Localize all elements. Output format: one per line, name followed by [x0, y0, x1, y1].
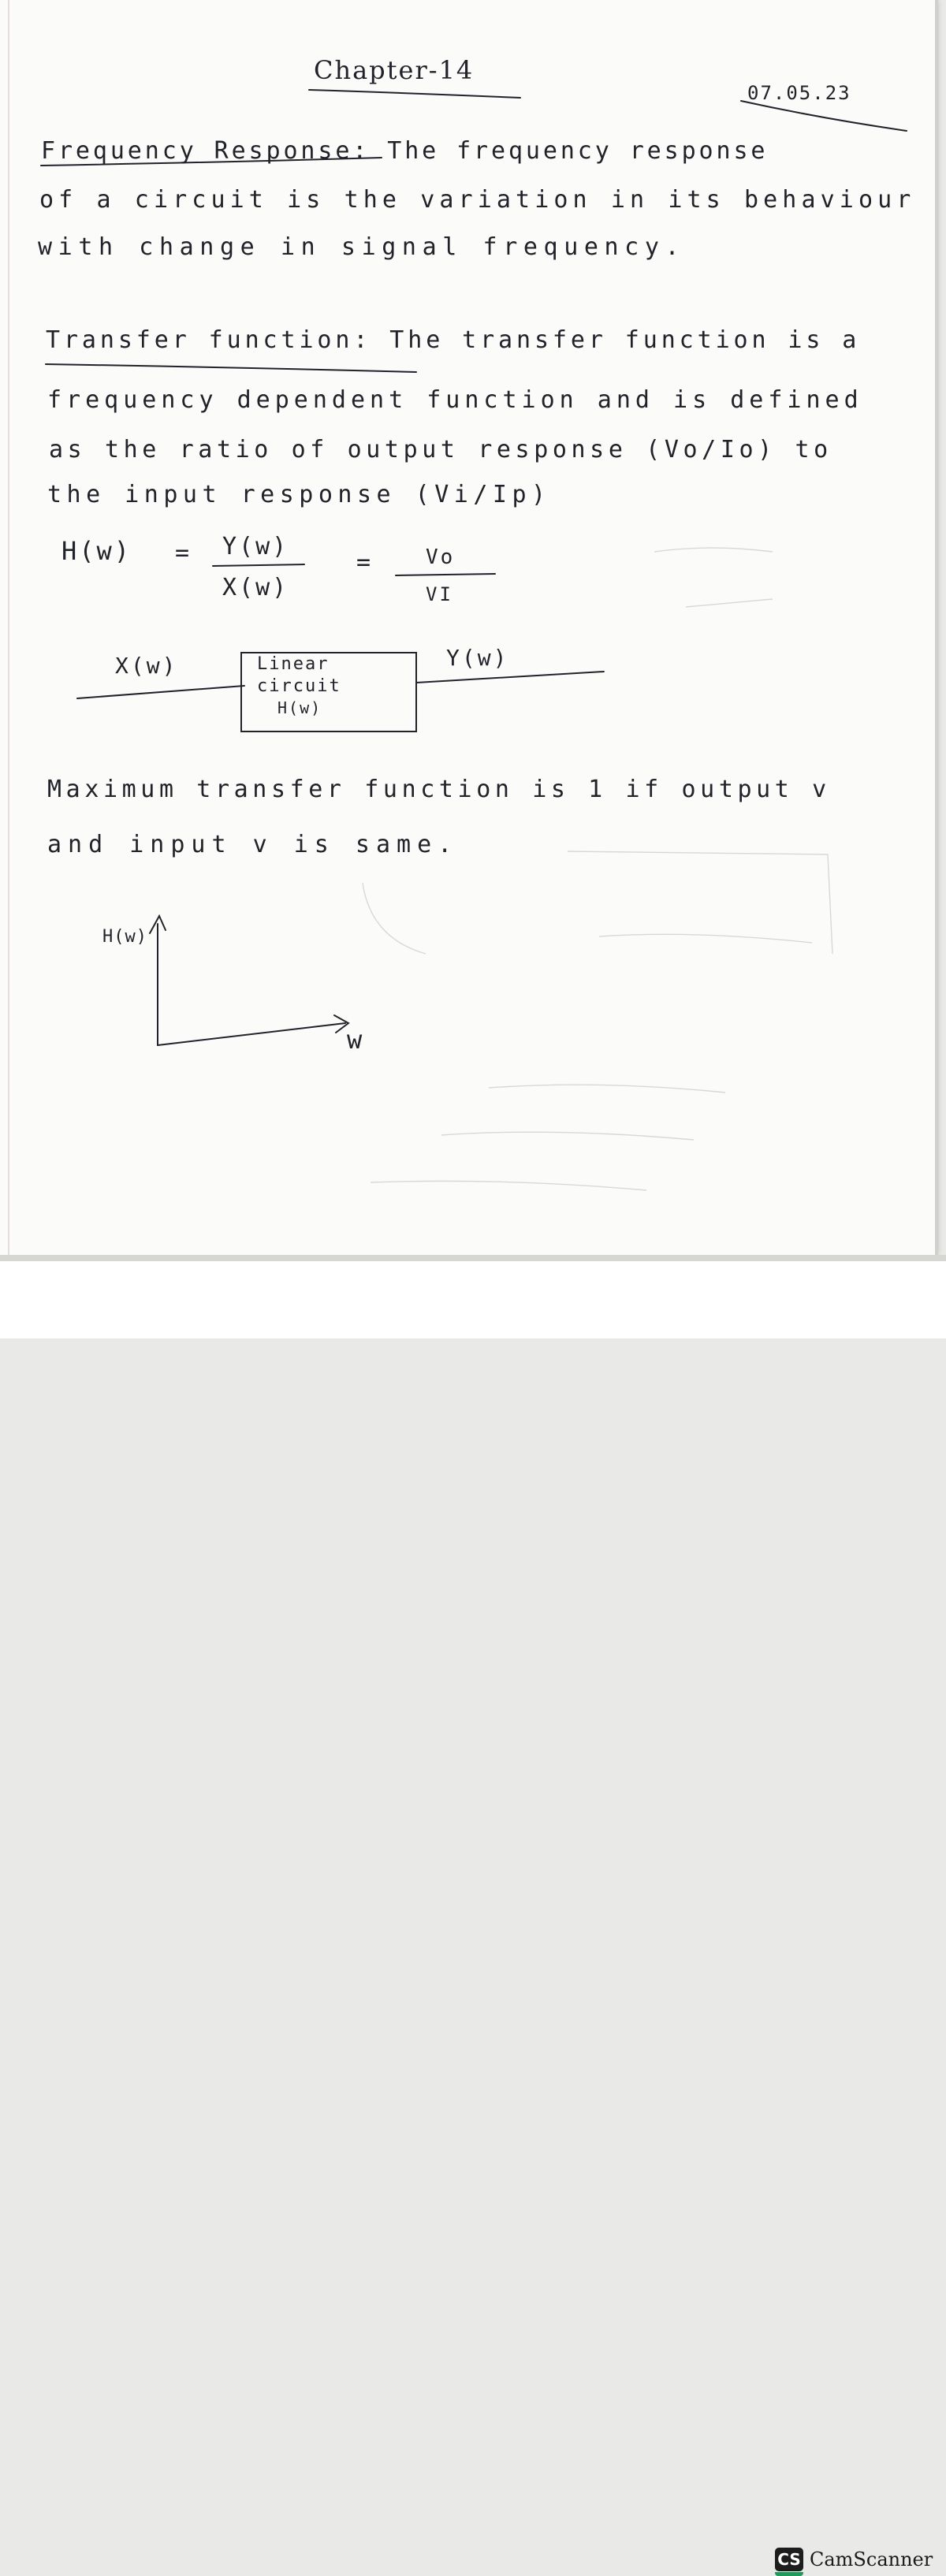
freq-response-line-2: of a circuit is the variation in its behaviour	[39, 186, 916, 214]
handdrawn-strokes	[0, 0, 937, 1255]
equation-lhs: H(w)	[61, 536, 132, 566]
chapter-title: Chapter-14	[314, 55, 475, 85]
graph-x-axis	[158, 1023, 345, 1045]
camscanner-brand: CamScanner	[810, 2548, 933, 2570]
camscanner-logo-icon: CS	[775, 2548, 803, 2571]
block-input-label: X(w)	[115, 653, 178, 679]
transfer-function-line-2: frequency dependent function and is defined	[47, 386, 863, 414]
fraction-bar-2	[396, 574, 495, 575]
transfer-function-line-3: as the ratio of output response (Vo/Io) to	[49, 436, 832, 463]
block-box	[241, 653, 416, 731]
transfer-function-underline	[46, 364, 416, 372]
bleed-through-marks	[363, 548, 832, 1190]
page-bottom-edge	[0, 1255, 946, 1261]
page-date: 07.05.23	[747, 82, 851, 104]
page-edge-shadow	[935, 0, 938, 1260]
freq-response-line-3: with change in signal frequency.	[38, 233, 686, 261]
equation-numerator-2: Vo	[426, 545, 456, 569]
equation-denominator-1: X(w)	[222, 574, 289, 601]
equation-equals-1: =	[175, 539, 192, 567]
block-box-line-2: circuit	[257, 676, 341, 696]
maximum-line-1: Maximum transfer function is 1 if output v	[47, 776, 831, 803]
freq-response-underline	[41, 158, 382, 166]
equation-numerator-1: Y(w)	[222, 533, 289, 560]
fraction-bar-1	[213, 564, 304, 566]
block-box-line-3: H(w)	[277, 698, 322, 717]
equation-denominator-2: VI	[426, 583, 453, 605]
freq-response-line-1: Frequency Response: The frequency response	[41, 137, 769, 165]
chapter-underline	[309, 90, 520, 98]
block-output-wire	[416, 672, 604, 683]
block-output-label: Y(w)	[446, 645, 509, 671]
graph-y-label: H(w)	[102, 927, 147, 947]
date-underline	[741, 101, 907, 131]
block-input-wire	[77, 686, 244, 698]
transfer-function-line-4: the input response (Vi/Ip)	[47, 481, 551, 508]
equation-equals-2: =	[356, 549, 374, 576]
maximum-line-2: and input v is same.	[47, 831, 459, 858]
notebook-page	[0, 0, 937, 1255]
scanner-footer	[0, 1261, 946, 2570]
graph-x-label: w	[347, 1025, 365, 1055]
transfer-function-line-1: Transfer function: The transfer function is a	[46, 326, 861, 354]
block-box-line-1: Linear	[257, 654, 330, 674]
